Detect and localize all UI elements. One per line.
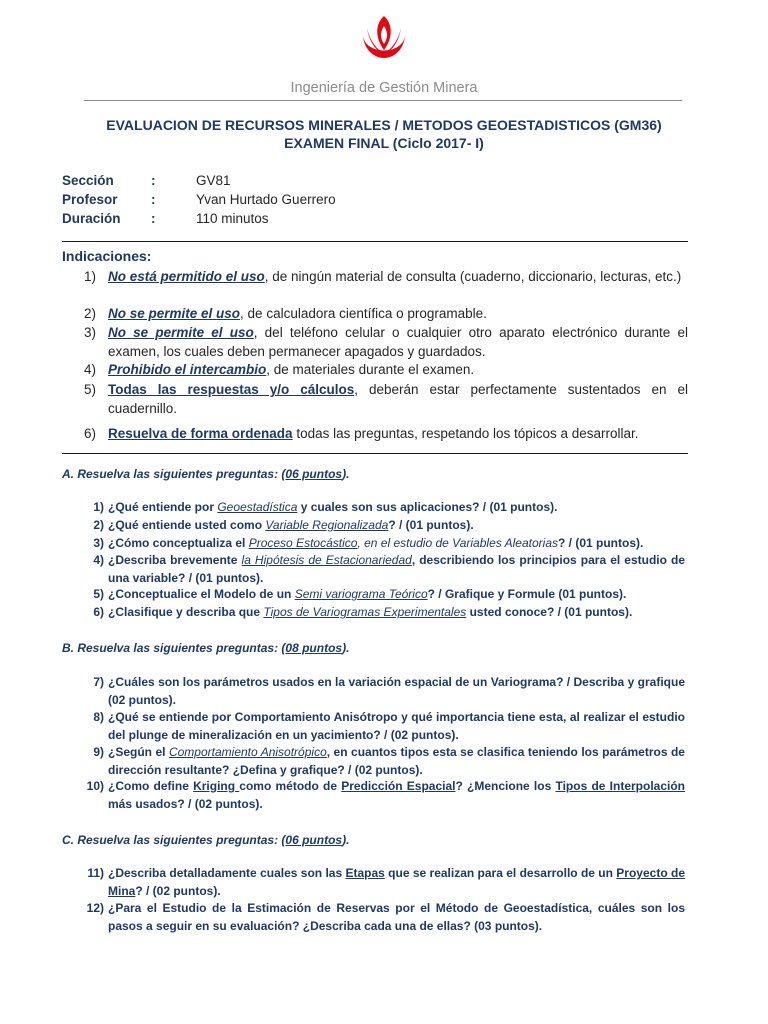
divider	[62, 453, 688, 454]
item-text: , de materiales durante el examen.	[266, 362, 475, 377]
info-separator: :	[151, 173, 156, 188]
item-number: 1)	[84, 269, 97, 284]
item-emphasis: No está permitido el uso	[108, 269, 265, 284]
section-b-heading: B. Resuelva las siguientes preguntas: (08 puntos).	[62, 641, 350, 655]
faculty-name: Ingeniería de Gestión Minera	[290, 80, 478, 96]
item-number: 5)	[84, 382, 97, 397]
exam-subtitle: EXAMEN FINAL (Ciclo 2017- I)	[284, 135, 484, 151]
item-emphasis: No se permite el uso	[108, 325, 254, 340]
info-value: 110 minutos	[196, 211, 269, 226]
exam-title: EVALUACION DE RECURSOS MINERALES / METODOS GEOESTADISTICOS (GM36)	[106, 117, 662, 133]
section-points: 06 puntos	[285, 833, 343, 847]
item-text: , deberán estar perfectamente sustentados en el cuadernillo.	[108, 382, 688, 416]
item-text: , del teléfono celular o cualquier otro aparato electrónico durante el examen, los cuales deben permanecer apagados y guardados.	[108, 325, 688, 359]
item-emphasis: Prohibido el intercambio	[108, 362, 267, 377]
section-points: 08 puntos	[285, 641, 343, 655]
section-a-heading: A. Resuelva las siguientes preguntas: (06 puntos).	[62, 467, 350, 481]
info-label: Duración	[62, 211, 121, 226]
item-number: 4)	[84, 362, 97, 377]
info-separator: :	[151, 211, 156, 226]
info-separator: :	[151, 192, 156, 207]
item-number: 6)	[84, 426, 97, 441]
section-c-heading: C. Resuelva las siguientes preguntas: (06 puntos).	[62, 833, 350, 847]
info-value: GV81	[196, 173, 231, 188]
item-number: 3)	[84, 325, 97, 340]
item-emphasis: No se permite el uso	[108, 306, 241, 321]
university-logo-icon	[357, 12, 411, 66]
item-emphasis: Resuelva de forma ordenada	[108, 426, 293, 441]
indicaciones-heading: Indicaciones:	[62, 248, 152, 264]
item-emphasis: Todas las respuestas y/o cálculos	[108, 382, 355, 397]
item-text: , de ningún material de consulta (cuaderno, diccionario, lecturas, etc.)	[264, 269, 682, 284]
item-number: 2)	[84, 306, 97, 321]
header-divider	[84, 100, 682, 101]
info-label: Profesor	[62, 192, 118, 207]
info-value: Yvan Hurtado Guerrero	[196, 192, 336, 207]
item-text: , de calculadora científica o programable.	[240, 306, 487, 321]
section-points: 06 puntos	[285, 467, 343, 481]
item-text: todas las preguntas, respetando los tópicos a desarrollar.	[292, 426, 639, 441]
info-label: Sección	[62, 173, 114, 188]
divider	[62, 241, 688, 242]
